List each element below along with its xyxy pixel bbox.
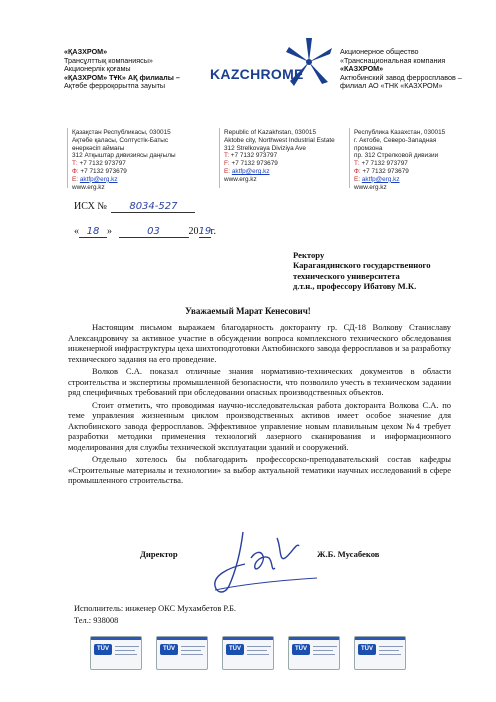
year-prefix: 20	[188, 226, 199, 237]
header-left-kz	[64, 48, 214, 91]
body-paragraph: Настоящим письмом выражаем благодарность докторанту гр. СД-18 Волкову Станиславу Александровичу за активное участие в обсуждении вопроса комплексного технического обследования инженерной инфраструктуры цеха шихтоподготовки Актюбинского завода ферросплавов и за разработку технического задания на его проведение.	[68, 322, 451, 364]
body-paragraph: Стоит отметить, что проводимая научно-исследовательская работа докторанта Волкова С.А. по теме управления жизненным циклом производственных активов имеет особое значение для Актюбинского завода ферросплавов. Эффективное управление новым плавильным цехом №4 требует разработки методики применения технологий лазерного сканирования и информационного моделирования для службы технической эксплуатации зданий и сооружений.	[68, 399, 451, 452]
phone-value: +7 7132 973797	[361, 160, 408, 168]
header-right-line: Акционерное общество	[340, 47, 419, 56]
address-line: г. Актобе, Северо-Западная	[354, 136, 437, 144]
body-paragraph: Волков С.А. показал отличные знания нормативно-технических документов в области строительства и экспертизы промышленной безопасности, что позволило учесть в техническом задании ряд специфичных требований при обследовании опасных производственных объектов.	[68, 366, 451, 397]
email-label: E:	[224, 167, 231, 175]
tuv-icon: TÜV	[94, 644, 112, 655]
certificates-row	[90, 636, 420, 672]
fax-value: +7 7132 973679	[80, 167, 127, 175]
fax-label: F:	[224, 160, 230, 168]
addressee-line: технического университета	[293, 270, 400, 281]
greeting: Уважаемый Марат Кенесович!	[185, 306, 311, 316]
phone-label: T:	[224, 152, 229, 160]
email-label: E:	[354, 175, 361, 183]
year-end: г.	[210, 226, 216, 237]
certificate-badge	[222, 636, 274, 670]
address-line: 312 Strelkovaya Diviziya Ave	[224, 144, 306, 152]
header-left-line: «ҚАЗХРОМ» ТҰК» АҚ филиалы –	[64, 72, 180, 82]
quote-open: «	[74, 226, 79, 237]
header-right-line: «Транснациональная компания	[340, 55, 446, 65]
address-line: Ақтөбе қаласы, Солтүстік-Батыс	[72, 136, 169, 144]
address-kz	[72, 129, 212, 191]
email-link[interactable]: aktfp@erg.kz	[361, 175, 400, 183]
addressee-line: Карагандинского государственного	[293, 260, 431, 271]
address-ru	[354, 129, 492, 191]
address-line: 312 Атқыштар дивизиясы даңғылы	[72, 152, 176, 160]
address-line: Republic of Kazakhstan, 030015	[224, 129, 317, 136]
address-line: промзона	[354, 144, 383, 152]
header-right-line: филиал АО «ТНК «КАЗХРОМ»	[340, 81, 443, 91]
addressee-line: Ректору	[293, 250, 325, 260]
certificate-badge	[354, 636, 406, 670]
certificate-badge	[288, 636, 340, 670]
header-left-line: «ҚАЗХРОМ»	[64, 47, 108, 56]
header-left-line: Трансұлттық компаниясы»	[64, 55, 153, 65]
fax-value: +7 7132 973679	[362, 167, 409, 175]
outgoing-label: ИСХ №	[74, 201, 107, 212]
logo-text: KAZCHROME	[210, 66, 304, 82]
address-line: өнеркәсіп аймағы	[72, 144, 125, 152]
address-line: пр. 312 Стрелковой дивизии	[354, 152, 439, 160]
signature-name: Ж.Б. Мусабеков	[317, 549, 380, 559]
date-year: 19	[198, 226, 212, 237]
company-logo	[206, 36, 336, 96]
header-left-line: Акционерлік қоғамы	[64, 64, 131, 74]
address-line: Республика Казахстан, 030015	[354, 129, 446, 136]
header-right-ru	[340, 48, 490, 91]
tuv-icon: TÜV	[292, 644, 310, 655]
certificate-badge	[90, 636, 142, 670]
tuv-icon: TÜV	[160, 644, 178, 655]
phone-value: +7 7132 973797	[230, 152, 278, 160]
address-divider	[67, 128, 68, 188]
quote-close: »	[107, 226, 112, 237]
address-divider	[349, 128, 350, 188]
certificate-badge	[156, 636, 208, 670]
website-link[interactable]: www.erg.kz	[354, 183, 387, 191]
header-left-line: Ақтөбе ферроқорытпа зауыты	[64, 81, 166, 91]
body-paragraph: Отдельно хотелось бы поблагодарить профессорско-преподавательский состав кафедры «Строительные материалы и технологии» за выбор актуальной тематики научных исследований в сфере промышленного строительства.	[68, 454, 451, 485]
executor-phone: Тел.: 938008	[74, 616, 119, 625]
address-en	[224, 129, 349, 184]
handwritten-signature	[205, 528, 325, 598]
website-link[interactable]: www.erg.kz	[72, 183, 105, 191]
address-line: Қазақстан Республикасы, 030015	[72, 129, 171, 136]
phone-value: +7 7132 973797	[79, 160, 126, 168]
fax-label: Ф:	[354, 167, 361, 175]
phone-label: Т:	[72, 160, 78, 168]
addressee-line: д.т.н., профессору Ибатову М.К.	[293, 281, 417, 292]
executor-line: Исполнитель: инженер ОКС Мухамбетов Р.Б.	[74, 604, 236, 613]
email-link[interactable]: aktfp@erg.kz	[231, 167, 270, 175]
addressee-block	[293, 250, 488, 292]
fax-value: +7 7132 973679	[231, 160, 278, 168]
phone-label: Т:	[354, 160, 360, 168]
date-day: 18	[79, 226, 107, 238]
outgoing-number	[74, 201, 195, 213]
tuv-icon: TÜV	[358, 644, 376, 655]
website-link[interactable]: www.erg.kz	[224, 175, 257, 183]
tuv-icon: TÜV	[226, 644, 244, 655]
fax-label: Ф:	[72, 167, 79, 175]
letter-body	[68, 322, 451, 486]
date-month: 03	[119, 226, 189, 238]
address-line: Aktobe city, Northwest Industrial Estate	[224, 136, 335, 144]
email-label: E:	[72, 175, 79, 183]
email-link[interactable]: aktfp@erg.kz	[79, 175, 118, 183]
outgoing-number-value: 8034-527	[111, 201, 195, 213]
outgoing-date	[74, 226, 216, 238]
signature-title: Директор	[140, 549, 178, 559]
address-divider	[219, 128, 220, 188]
header-right-line: «КАЗХРОМ»	[340, 64, 384, 74]
header-right-line: Актюбинский завод ферросплавов –	[340, 72, 462, 82]
